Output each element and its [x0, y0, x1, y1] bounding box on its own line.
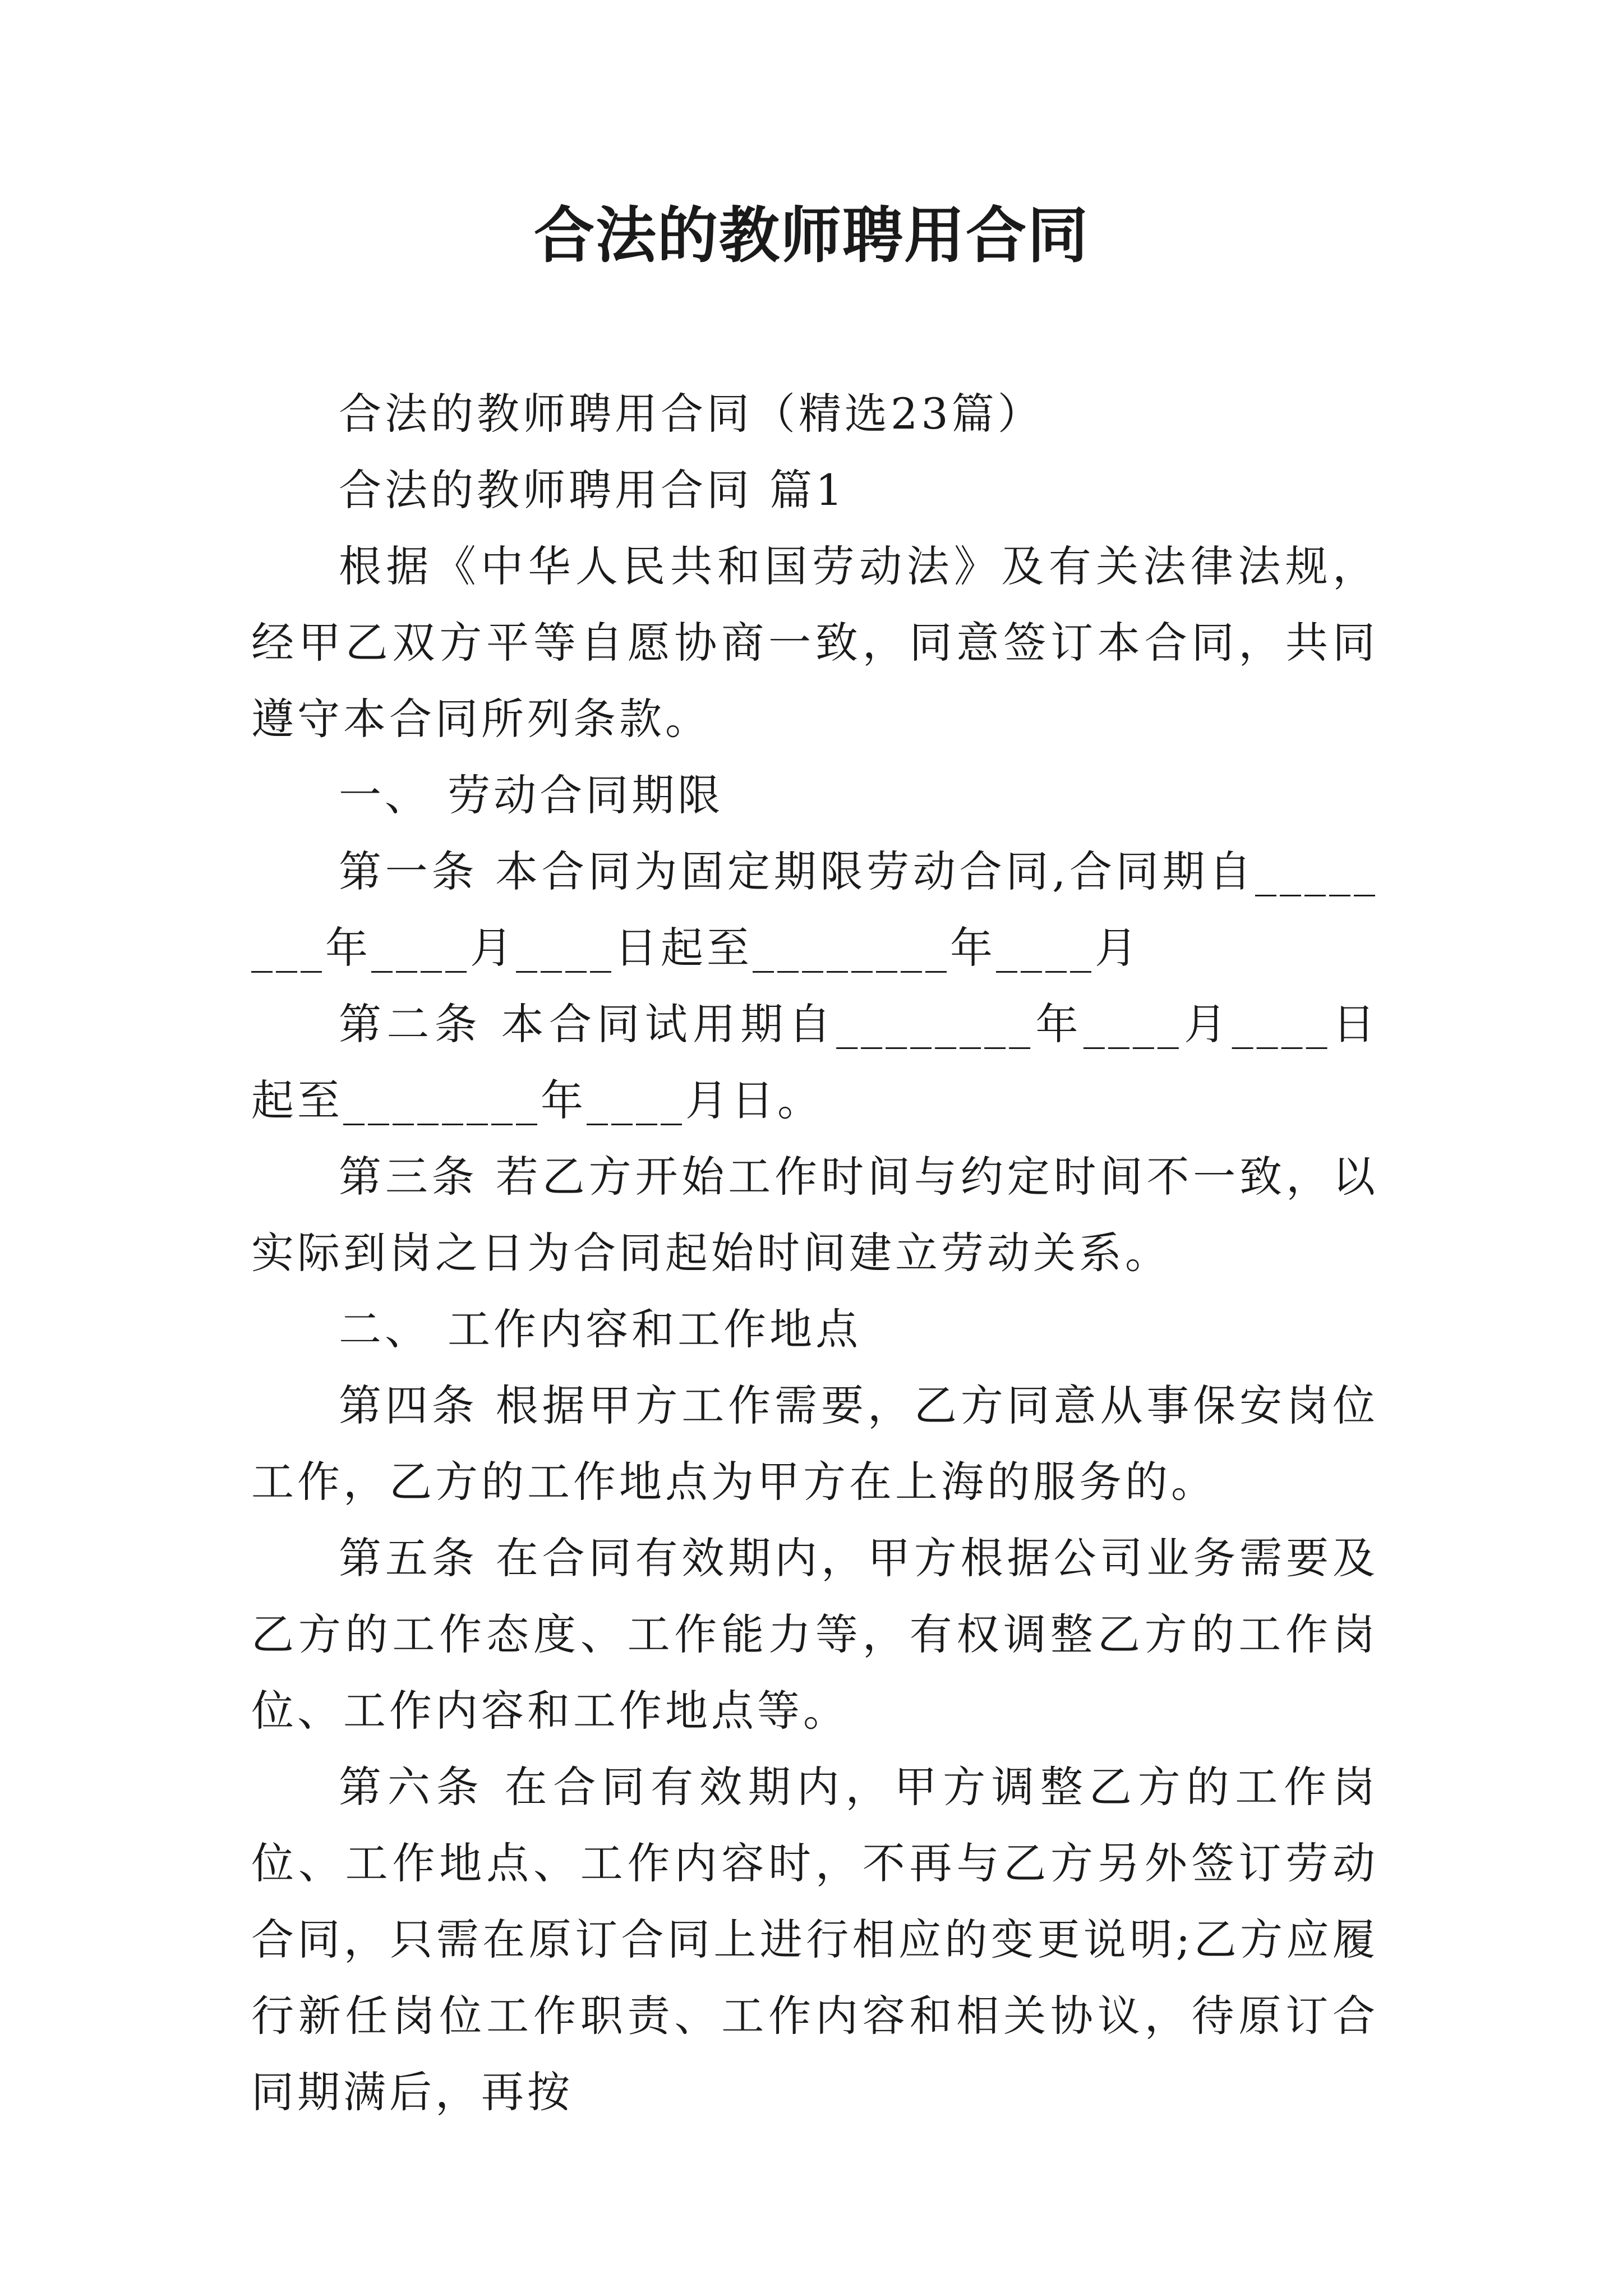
- paragraph: 第二条 本合同试用期自________年____月____日起至________年____月日。: [251, 999, 1378, 1125]
- section-heading: 二、 工作内容和工作地点: [339, 1304, 862, 1354]
- paragraph: 第五条 在合同有效期内，甲方根据公司业务需要及乙方的工作态度、工作能力等，有权调整乙方的工作岗位、工作内容和工作地点等。: [251, 1533, 1378, 1736]
- paragraph: 第六条 在合同有效期内，甲方调整乙方的工作岗位、工作地点、工作内容时，不再与乙方另外签订劳动合同，只需在原订合同上进行相应的变更说明;乙方应履行新任岗位工作职责、工作内容和相关协议，待原订合同期满后，再按: [251, 1762, 1378, 2117]
- paragraph: 合法的教师聘用合同 篇1: [339, 465, 846, 515]
- paragraph: 根据《中华人民共和国劳动法》及有关法律法规，经甲乙双方平等自愿协商一致，同意签订本合同，共同遵守本合同所列条款。: [251, 541, 1378, 744]
- document-title: 合法的教师聘用合同: [533, 200, 1089, 271]
- paragraph: 第三条 若乙方开始工作时间与约定时间不一致，以实际到岗之日为合同起始时间建立劳动关系。: [251, 1152, 1378, 1278]
- paragraph: 第一条 本合同为固定期限劳动合同,合同期自________年____月____日起至________年____月: [251, 846, 1378, 973]
- paragraph: 第四条 根据甲方工作需要，乙方同意从事保安岗位工作，乙方的工作地点为甲方在上海的服务的。: [251, 1381, 1378, 1507]
- paragraph: 合法的教师聘用合同（精选23篇）: [339, 389, 1044, 439]
- document-body: [251, 376, 1378, 2131]
- section-heading: 一、 劳动合同期限: [339, 770, 724, 820]
